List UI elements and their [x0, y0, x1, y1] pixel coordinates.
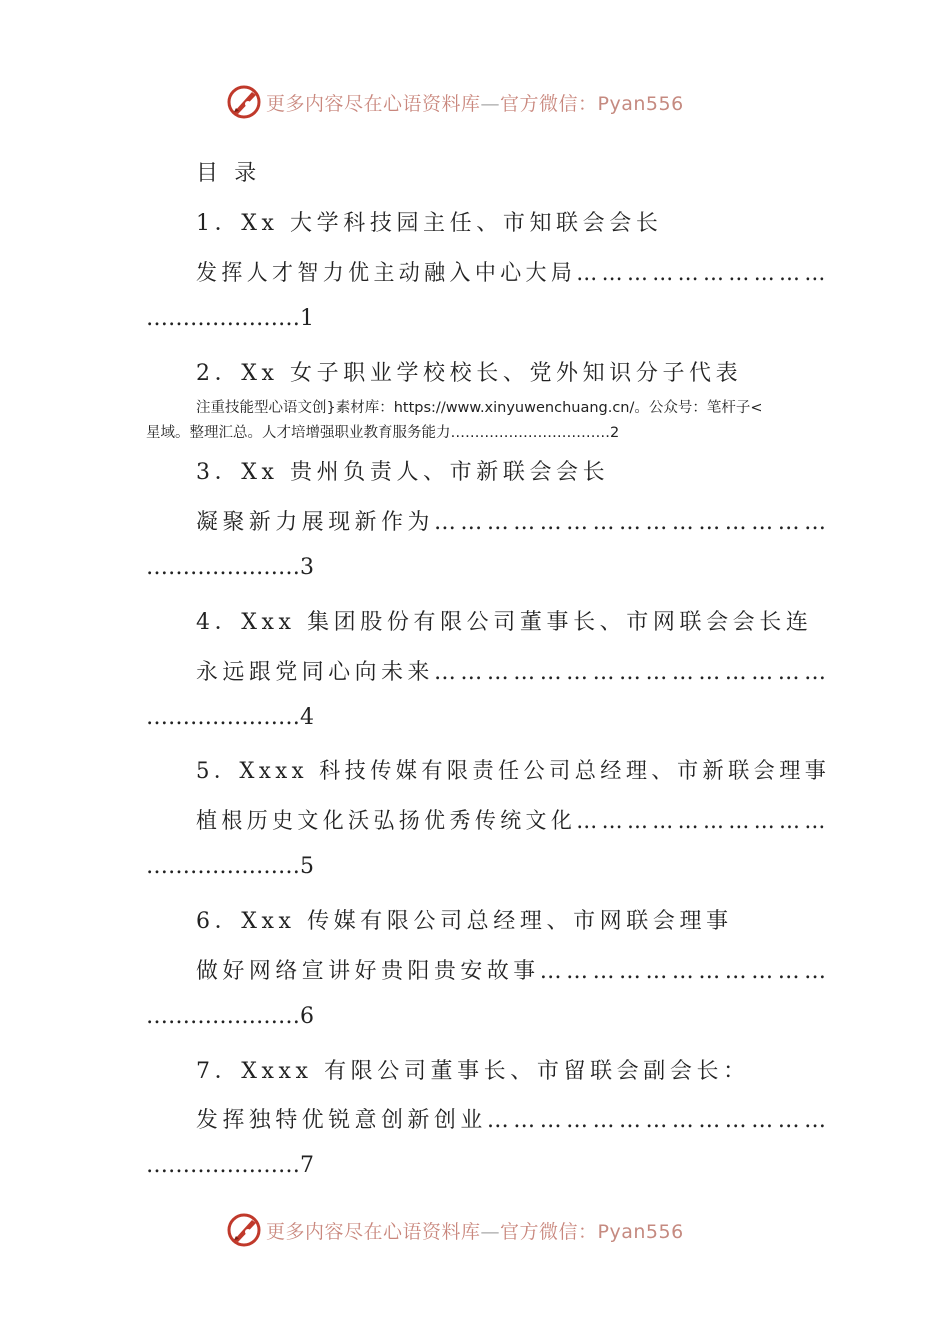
pen-circle-logo-icon	[226, 84, 262, 120]
toc-entry-1-page: …………………1	[146, 306, 314, 331]
toc-entry-3-page: …………………3	[146, 555, 314, 580]
toc-entry-6-heading: 6．Xxx 传媒有限公司总经理、市网联会理事	[196, 909, 733, 934]
toc-entry-6-page: …………………6	[146, 1004, 314, 1029]
toc-entry-2-heading: 2．Xx 女子职业学校校长、党外知识分子代表	[196, 361, 743, 386]
pen-circle-logo-icon	[226, 1212, 262, 1248]
toc-entry-7-page: …………………7	[146, 1153, 314, 1178]
toc-entry-7-title: 发挥独特优锐意创新创业…………………………………	[196, 1108, 831, 1133]
banner-text: 更多内容尽在心语资料库—官方微信：Pyan556	[266, 1220, 684, 1243]
toc-entry-3-heading: 3．Xx 贵州负责人、市新联会会长	[196, 460, 610, 485]
toc-entry-4-heading: 4．Xxx 集团股份有限公司董事长、市网联会会长连	[196, 610, 813, 635]
toc-entry-4-title: 永远跟党同心向未来………………………………………	[196, 660, 831, 685]
toc-title: 目 录	[196, 161, 261, 186]
toc-entry-2-title-line2: 星域。整理汇总。人才培增强职业教育服务能力……………………………2	[146, 425, 620, 441]
banner-text: 更多内容尽在心语资料库—官方微信：Pyan556	[266, 92, 684, 115]
toc-entry-4-page: …………………4	[146, 705, 314, 730]
toc-entry-7-heading: 7．Xxxx 有限公司董事长、市留联会副会长：	[196, 1059, 750, 1084]
toc-entry-2-title-line1: 注重技能型心语文创}素材库：https://www.xinyuwenchuang.cn/。公众号：笔杆子<	[196, 400, 763, 416]
footer-banner	[0, 1208, 950, 1252]
toc-entry-6-title: 做好网络宣讲好贵阳贵安故事……………………………	[196, 959, 831, 984]
toc-entry-3-title: 凝聚新力展现新作为………………………………………	[196, 510, 831, 535]
toc-entry-5-page: …………………5	[146, 854, 314, 879]
header-banner	[0, 80, 950, 124]
toc-entry-1-heading: 1．Xx 大学科技园主任、市知联会会长	[196, 211, 663, 236]
toc-entry-5-heading: 5．Xxxx 科技传媒有限责任公司总经理、市新联会理事	[196, 759, 831, 784]
toc-entry-5-title: 植根历史文化沃弘扬优秀传统文化…………………………	[196, 809, 830, 834]
toc-entry-1-title: 发挥人才智力优主动融入中心大局…………………………	[196, 261, 830, 286]
